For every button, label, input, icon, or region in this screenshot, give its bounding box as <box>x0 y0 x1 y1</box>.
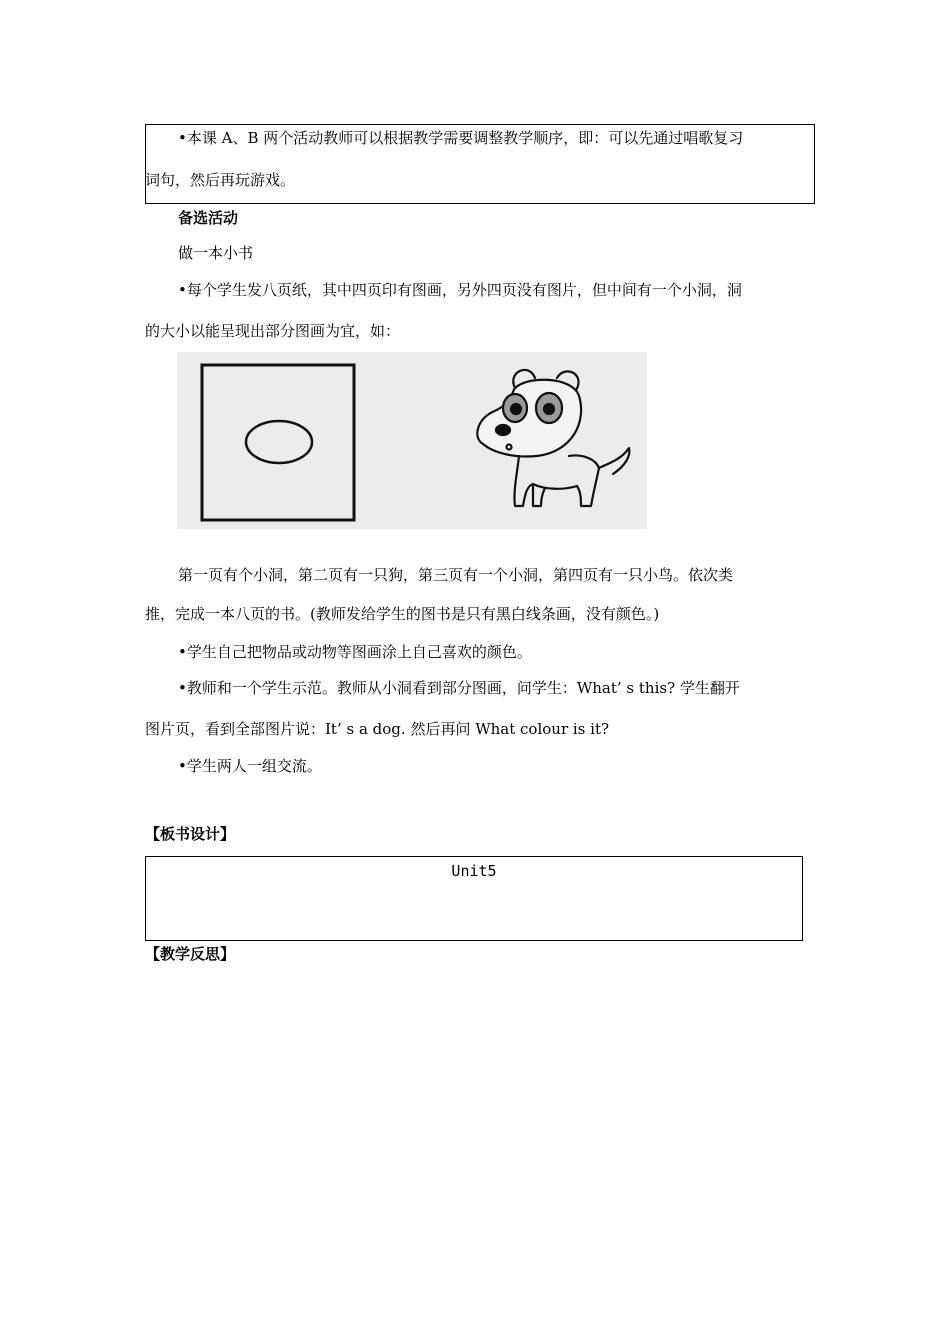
optional-activity-subheading: 做一本小书 <box>178 244 254 262</box>
board-title: Unit5 <box>451 862 497 880</box>
book-illustration <box>177 352 647 529</box>
paragraph-2-line-1: 第一页有个小洞，第二页有一只狗，第三页有一个小洞，第四页有一只小鸟。依次类 <box>178 566 734 584</box>
paragraph-3: •学生自己把物品或动物等图画涂上自己喜欢的颜色。 <box>178 643 532 661</box>
paragraph-1-line-2: 的大小以能呈现出部分图画为宜，如： <box>145 322 401 340</box>
illustration-svg <box>177 352 647 529</box>
hole-ellipse <box>246 421 312 463</box>
page-frame <box>202 365 354 520</box>
notes-line-1: •本课 A、B 两个活动教师可以根据教学需要调整教学顺序，即：可以先通过唱歌复习 <box>178 129 744 147</box>
board-design-box <box>145 856 803 941</box>
dog-drawing <box>477 370 629 506</box>
paragraph-2-line-2: 推，完成一本八页的书。(教师发给学生的图书是只有黑白线条画，没有颜色。) <box>145 605 660 623</box>
board-design-heading: 【板书设计】 <box>145 825 236 843</box>
paragraph-4-line-1: •教师和一个学生示范。教师从小洞看到部分图画，问学生：What’ s this? 学生翻开 <box>178 679 740 697</box>
paragraph-5: •学生两人一组交流。 <box>178 757 322 775</box>
optional-activity-heading: 备选活动 <box>178 209 239 227</box>
paragraph-1-line-1: •每个学生发八页纸，其中四页印有图画，另外四页没有图片，但中间有一个小洞，洞 <box>178 281 742 299</box>
notes-line-2: 词句，然后再玩游戏。 <box>145 171 296 189</box>
reflection-heading: 【教学反思】 <box>145 945 236 963</box>
paragraph-4-line-2: 图片页，看到全部图片说：It’ s a dog. 然后再问 What colour is it? <box>145 720 610 738</box>
